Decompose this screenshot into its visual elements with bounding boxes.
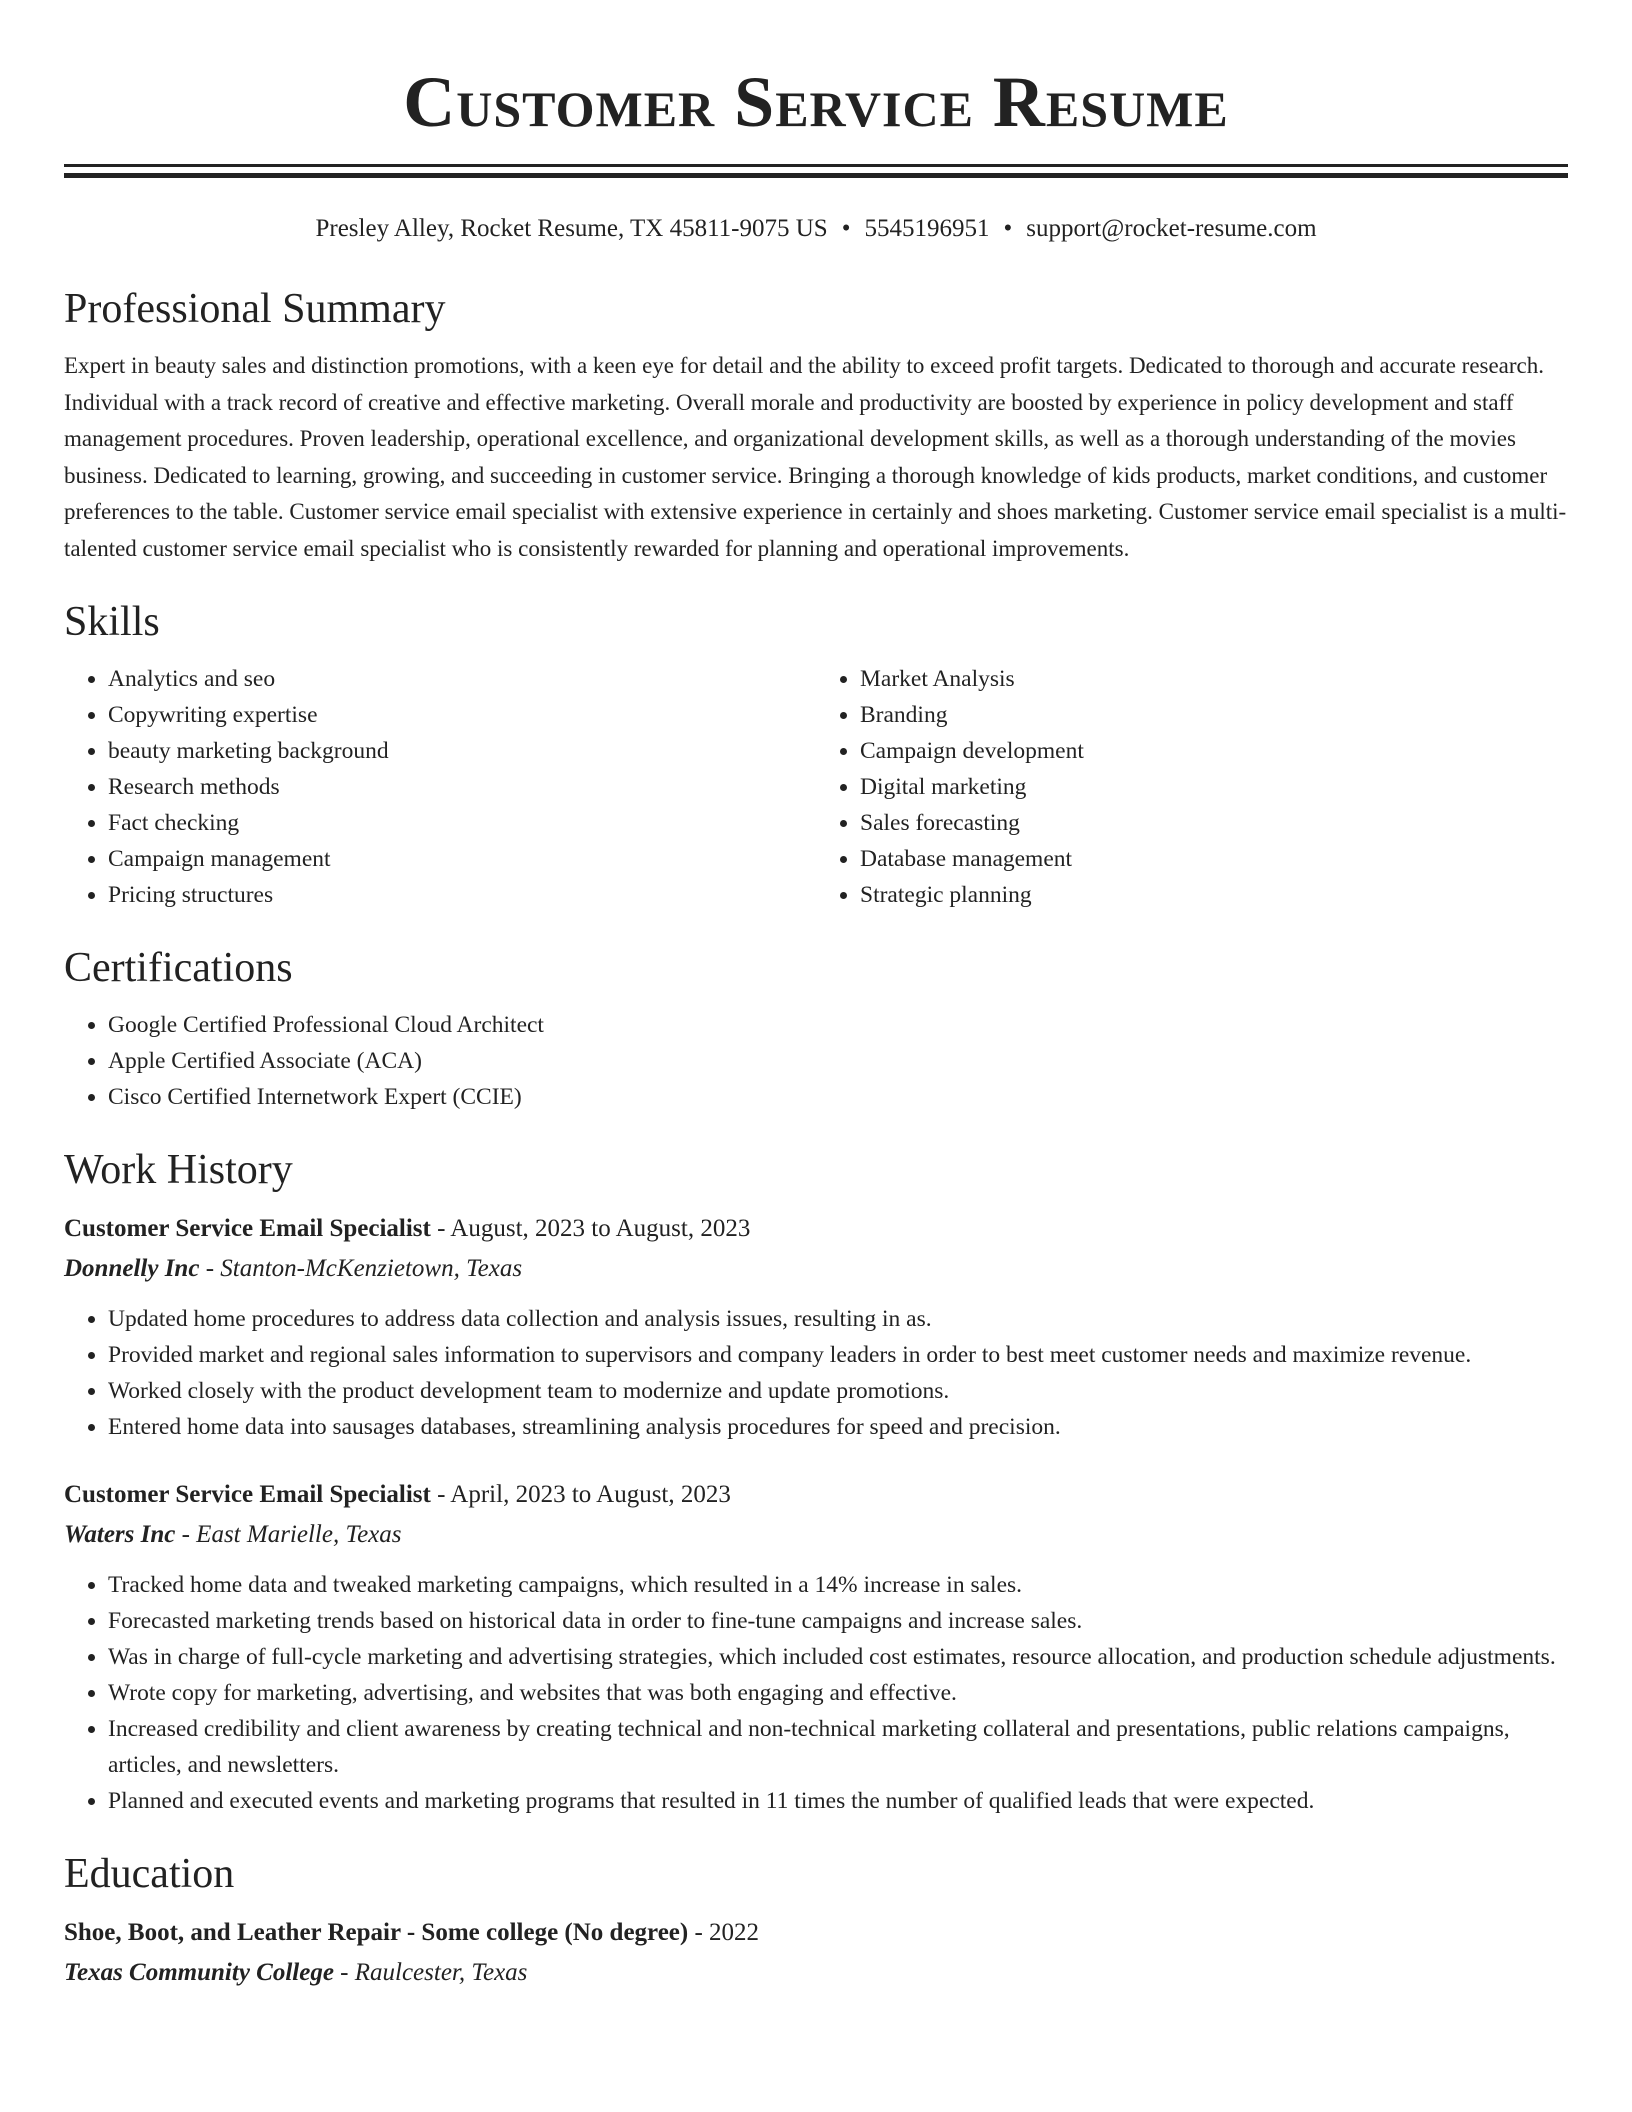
education-section: [64, 1849, 1568, 1993]
job-entry: [64, 1475, 1568, 1819]
list-item: • Worked closely with the product development team to modernize and update promotions.: [108, 1373, 1568, 1409]
education-location: - Raulcester, Texas: [333, 1959, 528, 1986]
job-location: - Stanton-McKenzietown, Texas: [199, 1255, 523, 1282]
list-item: • Sales forecasting: [860, 805, 1568, 841]
list-item: • Digital marketing: [860, 769, 1568, 805]
skills-section: [64, 597, 1568, 913]
contact-phone: 5545196951: [864, 215, 990, 242]
education-school: Texas Community College: [64, 1959, 334, 1986]
education-year: - 2022: [688, 1919, 760, 1946]
list-item: • Cisco Certified Internetwork Expert (CCIE): [108, 1079, 1568, 1115]
list-item: • Research methods: [108, 769, 816, 805]
contact-separator: •: [841, 215, 851, 242]
list-item: • Wrote copy for marketing, advertising, and websites that was both engaging and effective.: [108, 1675, 1568, 1711]
job-company: Waters Inc: [64, 1521, 176, 1548]
job-bullets: [64, 1567, 1568, 1819]
list-item: • Google Certified Professional Cloud Architect: [108, 1007, 1568, 1043]
certifications-list: [64, 1007, 1568, 1115]
skills-columns: [64, 661, 1568, 913]
list-item: • Provided market and regional sales information to supervisors and company leaders in order to best meet customer needs and maximize revenue.: [108, 1337, 1568, 1373]
list-item: • Market Analysis: [860, 661, 1568, 697]
job-title-line: [64, 1475, 1568, 1515]
list-item: • Strategic planning: [860, 877, 1568, 913]
work-history-section: [64, 1145, 1568, 1819]
title-divider-thin: [64, 164, 1568, 167]
job-company: Donnelly Inc: [64, 1255, 200, 1282]
education-school-line: [64, 1953, 1568, 1993]
job-entry: [64, 1209, 1568, 1445]
skills-list-right: [816, 661, 1568, 913]
summary-text: Expert in beauty sales and distinction promotions, with a keen eye for detail and the ability to exceed profit targets. Dedicated to thorough and accurate research. Individual with a track record of creative and effective marketing. Overall morale and productivity are boosted by experience in policy development and staff management procedures. Proven leadership, operational excellence, and organizational development skills, as well as a thorough understanding of the movies business. Dedicated to learning, growing, and succeeding in customer service. Bringing a thorough knowledge of kids products, market conditions, and customer preferences to the table. Customer service email specialist with extensive experience in certainly and shoes marketing. Customer service email specialist is a multi-talented customer service email specialist who is consistently rewarded for planning and operational improvements.: [64, 353, 1567, 561]
job-company-line: [64, 1249, 1568, 1289]
job-title: Customer Service Email Specialist: [64, 1481, 431, 1508]
certifications-section: [64, 943, 1568, 1115]
list-item: • Branding: [860, 697, 1568, 733]
list-item: • Planned and executed events and marketing programs that resulted in 11 times the number of qualified leads that were expected.: [108, 1783, 1568, 1819]
list-item: • Tracked home data and tweaked marketing campaigns, which resulted in a 14% increase in sales.: [108, 1567, 1568, 1603]
job-bullets: [64, 1301, 1568, 1445]
skills-list-left: [64, 661, 816, 913]
title-divider-thick: [64, 173, 1568, 178]
list-item: • Updated home procedures to address data collection and analysis issues, resulting in as.: [108, 1301, 1568, 1337]
list-item: • Apple Certified Associate (ACA): [108, 1043, 1568, 1079]
job-location: - East Marielle, Texas: [175, 1521, 402, 1548]
resume-title: Customer Service Resume: [403, 62, 1229, 142]
list-item: • Fact checking: [108, 805, 816, 841]
education-heading: Education: [64, 1851, 235, 1897]
contact-line: [64, 212, 1568, 246]
certifications-heading: Certifications: [64, 945, 293, 991]
list-item: • Forecasted marketing trends based on historical data in order to fine-tune campaigns and increase sales.: [108, 1603, 1568, 1639]
summary-section: [64, 284, 1568, 567]
work-history-heading: Work History: [64, 1147, 293, 1193]
job-company-line: [64, 1515, 1568, 1555]
list-item: • Increased credibility and client awareness by creating technical and non-technical marketing collateral and presentations, public relations campaigns, articles, and newsletters.: [108, 1711, 1568, 1783]
list-item: • Campaign management: [108, 841, 816, 877]
education-program-line: [64, 1913, 1568, 1953]
skills-heading: Skills: [64, 599, 160, 645]
job-title-line: [64, 1209, 1568, 1249]
contact-email: support@rocket-resume.com: [1026, 215, 1317, 242]
list-item: • Copywriting expertise: [108, 697, 816, 733]
list-item: • Entered home data into sausages databases, streamlining analysis procedures for speed and precision.: [108, 1409, 1568, 1445]
contact-separator: •: [1003, 215, 1013, 242]
summary-heading: Professional Summary: [64, 286, 446, 332]
list-item: • Campaign development: [860, 733, 1568, 769]
list-item: • Analytics and seo: [108, 661, 816, 697]
job-dates: - April, 2023 to August, 2023: [430, 1481, 731, 1508]
job-dates: - August, 2023 to August, 2023: [430, 1215, 751, 1242]
contact-address: Presley Alley, Rocket Resume, TX 45811-9075 US: [315, 215, 828, 242]
list-item: • Pricing structures: [108, 877, 816, 913]
list-item: • beauty marketing background: [108, 733, 816, 769]
job-title: Customer Service Email Specialist: [64, 1215, 431, 1242]
education-program: Shoe, Boot, and Leather Repair - Some college (No degree): [64, 1919, 689, 1946]
list-item: • Database management: [860, 841, 1568, 877]
list-item: • Was in charge of full-cycle marketing and advertising strategies, which included cost estimates, resource allocation, and production schedule adjustments.: [108, 1639, 1568, 1675]
